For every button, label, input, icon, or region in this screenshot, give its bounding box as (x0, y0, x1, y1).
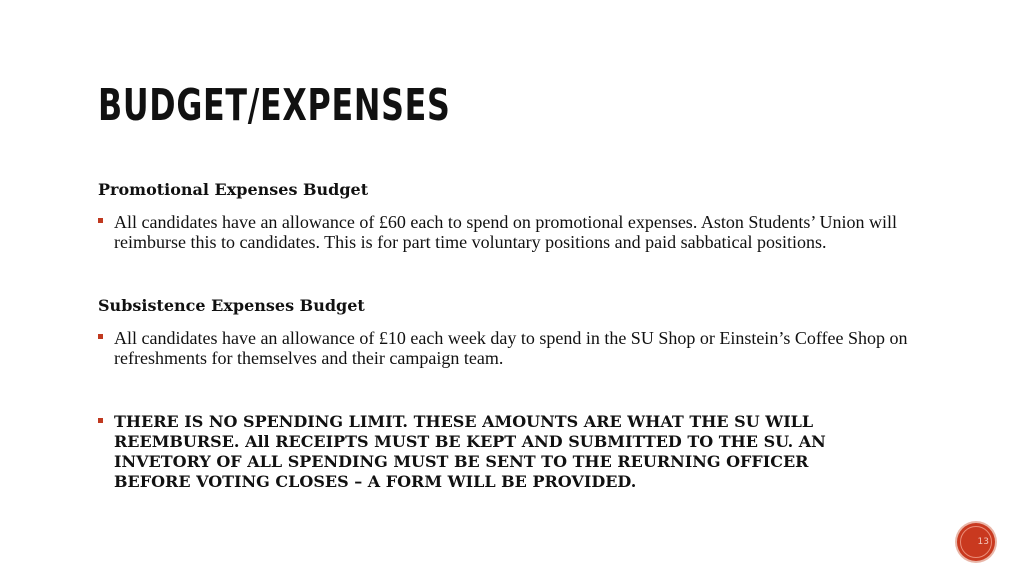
page-number: 13 (977, 537, 989, 547)
notice-text: THERE IS NO SPENDING LIMIT. THESE AMOUNTS ARE WHAT THE SU WILL REEMBURSE. All RECEIPTS MUST BE KEPT AND SUBMITTED TO THE SU. AN INVETORY OF ALL SPENDING MUST BE SENT TO THE REURNING OFFICER BEFORE VOTING CLOSES – A FORM WILL BE PROVIDED. (114, 412, 826, 491)
bullet-text: All candidates have an allowance of £60 each to spend on promotional expenses. Aston Students’ Union will reimburse this to candidates. This is for part time voluntary positions and paid sabbatical positions. (114, 212, 897, 252)
bullet-notice (98, 412, 938, 492)
section-heading-promotional: Promotional Expenses Budget (98, 180, 369, 199)
square-bullet-icon (98, 218, 103, 223)
bullet-promotional (98, 212, 938, 252)
slide-content (98, 180, 938, 492)
slide-title: BUDGET/EXPENSES (98, 80, 451, 131)
bullet-subsistence (98, 328, 938, 368)
square-bullet-icon (98, 334, 103, 339)
section-heading-subsistence: Subsistence Expenses Budget (98, 296, 365, 315)
bullet-text: All candidates have an allowance of £10 each week day to spend in the SU Shop or Einstein’s Coffee Shop on refreshments for themselves and their campaign team. (114, 328, 908, 368)
badge-ring (960, 526, 992, 558)
square-bullet-icon (98, 418, 103, 423)
page-number-badge (957, 523, 995, 561)
